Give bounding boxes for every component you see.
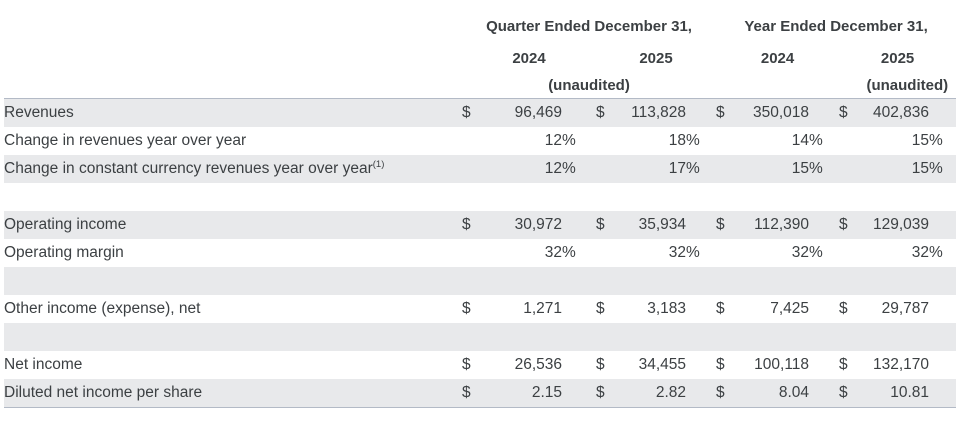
value-cell: 18 (668, 132, 686, 149)
currency-symbol: $ (716, 356, 725, 373)
quarter-2025-heading: 2025 (639, 49, 673, 67)
value-cell: 402,836 (869, 99, 929, 128)
value-cell: 29,787 (881, 300, 930, 317)
table-row (4, 211, 956, 239)
currency-symbol: $ (462, 356, 471, 373)
percent-symbol (809, 211, 839, 239)
currency-symbol: $ (462, 99, 490, 128)
percent-symbol (809, 99, 839, 128)
value-cell: 14 (791, 132, 810, 149)
percent-symbol: % (809, 155, 839, 183)
value-cell: 30,972 (490, 211, 562, 239)
header-unaudited-row (4, 72, 956, 99)
header-spacer (4, 8, 462, 44)
year-2025-heading: 2025 (880, 49, 915, 67)
value-cell: 112,390 (746, 211, 809, 239)
quarter-unaudited-note: (unaudited) (548, 76, 630, 94)
currency-symbol: $ (839, 300, 848, 317)
value-cell: 8.04 (746, 379, 809, 408)
table-row (4, 379, 956, 408)
footnote-marker: (1) (372, 158, 385, 170)
header-spacer (4, 72, 462, 99)
currency-symbol: $ (839, 379, 869, 408)
currency-symbol (716, 239, 746, 267)
row-label: Change in revenues year over year (4, 132, 247, 149)
currency-symbol: $ (839, 356, 848, 373)
percent-symbol (562, 99, 596, 128)
currency-symbol (716, 155, 746, 183)
percent-symbol: % (686, 244, 700, 261)
value-cell: 7,425 (770, 300, 810, 317)
currency-symbol: $ (839, 99, 869, 128)
value-cell: 12 (544, 132, 562, 149)
value-cell: 100,118 (754, 356, 810, 373)
table-row (4, 351, 956, 379)
percent-symbol (686, 99, 716, 128)
percent-symbol: % (562, 155, 596, 183)
table-row (4, 239, 956, 267)
spacer-cell (4, 323, 956, 351)
value-cell: 10.81 (869, 379, 929, 408)
value-cell: 96,469 (490, 99, 562, 128)
currency-symbol: $ (596, 300, 605, 317)
row-label: Net income (4, 356, 83, 373)
spacer-row (4, 267, 956, 295)
percent-symbol (562, 351, 596, 379)
value-cell: 32 (668, 244, 686, 261)
percent-symbol (929, 99, 956, 128)
percent-symbol (809, 295, 839, 323)
table-row (4, 127, 956, 155)
currency-symbol: $ (716, 300, 725, 317)
percent-symbol (929, 295, 956, 323)
percent-symbol (809, 379, 839, 408)
value-cell: 15 (746, 155, 809, 183)
row-label: Change in constant currency revenues year over year$^{(1)}$ (4, 155, 462, 183)
currency-symbol (462, 239, 490, 267)
year-ended-heading: Year Ended December 31, (744, 17, 928, 35)
percent-symbol (929, 211, 956, 239)
currency-symbol (596, 127, 626, 155)
percent-symbol: % (809, 132, 823, 149)
financial-table-body (4, 99, 956, 408)
currency-symbol (839, 127, 869, 155)
quarter-2024-heading: 2024 (512, 49, 546, 67)
row-label: Operating margin (4, 244, 124, 261)
value-cell: 15 (911, 132, 930, 149)
value-cell: 129,039 (869, 211, 929, 239)
currency-symbol (716, 127, 746, 155)
currency-symbol (462, 127, 490, 155)
value-cell: 15 (869, 155, 929, 183)
currency-symbol: $ (462, 379, 490, 408)
percent-symbol (929, 351, 956, 379)
currency-symbol: $ (462, 211, 490, 239)
spacer-cell (4, 183, 956, 211)
header-period-row (4, 8, 956, 44)
row-label: Revenues (4, 99, 462, 128)
percent-symbol (809, 351, 839, 379)
row-label: Diluted net income per share (4, 379, 462, 408)
percent-symbol: % (562, 132, 576, 149)
currency-symbol: $ (596, 356, 605, 373)
percent-symbol (686, 295, 716, 323)
currency-symbol: $ (716, 211, 746, 239)
percent-symbol (562, 379, 596, 408)
quarter-ended-heading: Quarter Ended December 31, (486, 17, 692, 35)
value-cell: 32 (911, 244, 930, 261)
spacer-row (4, 183, 956, 211)
percent-symbol (686, 379, 716, 408)
percent-symbol: % (929, 155, 956, 183)
currency-symbol: $ (596, 211, 626, 239)
currency-symbol (839, 239, 869, 267)
value-cell: 3,183 (647, 300, 686, 317)
currency-symbol: $ (716, 379, 746, 408)
value-cell: 26,536 (514, 356, 562, 373)
percent-symbol (686, 211, 716, 239)
currency-symbol (596, 239, 626, 267)
percent-symbol: % (562, 244, 576, 261)
table-row (4, 155, 956, 183)
financial-results-table (4, 8, 956, 408)
currency-symbol (839, 155, 869, 183)
value-cell: 1,271 (523, 300, 562, 317)
percent-symbol: % (929, 132, 943, 149)
year-unaudited-note: (unaudited) (866, 76, 949, 94)
percent-symbol: % (809, 244, 823, 261)
value-cell: 2.82 (626, 379, 686, 408)
table-row (4, 99, 956, 128)
value-cell: 350,018 (746, 99, 809, 128)
currency-symbol: $ (462, 300, 471, 317)
row-label: Other income (expense), net (4, 300, 201, 317)
year-2024-heading: 2024 (760, 49, 795, 67)
table-row (4, 295, 956, 323)
value-cell: 32 (544, 244, 562, 261)
value-cell: 34,455 (638, 356, 686, 373)
currency-symbol: $ (839, 211, 869, 239)
percent-symbol (562, 295, 596, 323)
percent-symbol: % (686, 155, 716, 183)
currency-symbol: $ (596, 99, 626, 128)
value-cell: 17 (626, 155, 686, 183)
percent-symbol: % (686, 132, 700, 149)
percent-symbol (562, 211, 596, 239)
value-cell: 113,828 (626, 99, 686, 128)
spacer-row (4, 323, 956, 351)
row-label: Operating income (4, 211, 462, 239)
value-cell: 35,934 (626, 211, 686, 239)
value-cell: 12 (490, 155, 562, 183)
currency-symbol: $ (716, 99, 746, 128)
value-cell: 32 (791, 244, 810, 261)
header-spacer (4, 44, 462, 72)
currency-symbol (596, 155, 626, 183)
percent-symbol (686, 351, 716, 379)
percent-symbol (929, 379, 956, 408)
currency-symbol (462, 155, 490, 183)
table-header (4, 8, 956, 99)
currency-symbol: $ (596, 379, 626, 408)
value-cell: 132,170 (873, 356, 930, 373)
header-year-row (4, 44, 956, 72)
value-cell: 2.15 (490, 379, 562, 408)
spacer-cell (4, 267, 956, 295)
percent-symbol: % (929, 244, 943, 261)
